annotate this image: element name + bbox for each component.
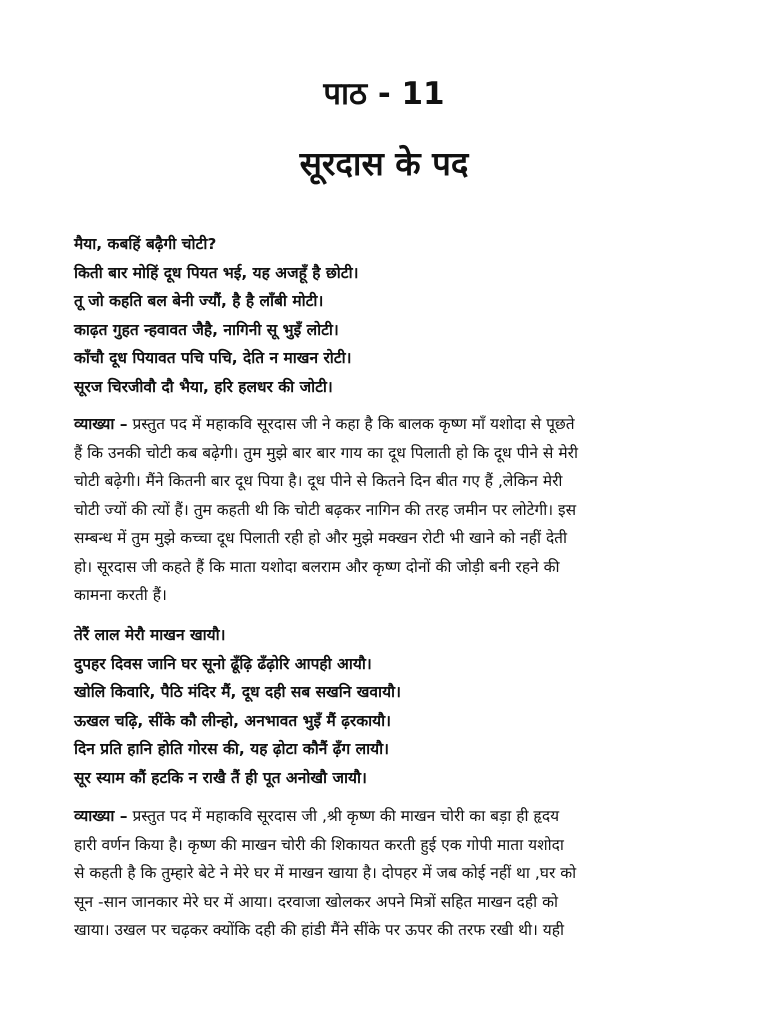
explanation-line: हो। सूरदास जी कहते हैं कि माता यशोदा बलराम और कृष्ण दोनों की जोड़ी बनी रहने की — [74, 557, 560, 576]
explanation-line: सम्बन्ध में तुम मुझे कच्चा दूध पिलाती रही हो और मुझे मक्खन रोटी भी खाने को नहीं देती — [74, 529, 568, 547]
explanation-1 — [74, 410, 694, 610]
verse-line: खोलि किवारि, पैठि मंदिर मैं, दूध दही सब सखनि खवायौ। — [74, 683, 401, 701]
verse-line: काढ़त गुहत न्हवावत जैहै, नागिनी सू भुइँ लोटी। — [74, 320, 339, 339]
verse-1 — [74, 230, 714, 401]
verse-line: तू जो कहति बल बेनी ज्यौं, है है लाँबी मोटी। — [74, 292, 324, 310]
chapter-title: सूरदास के पद — [299, 144, 469, 183]
verse-line: सूरज चिरजीवौ दौ भैया, हरि हलधर की जोटी। — [74, 377, 333, 396]
explanation-label: व्याख्या – — [74, 807, 128, 825]
lesson-title: पाठ - 11 — [323, 76, 445, 112]
explanation-2 — [74, 802, 694, 945]
explanation-line: सून -सान जानकार मेरे घर में आया। दरवाजा खोलकर अपने मित्रों सहित माखन दही को — [74, 892, 559, 911]
verse-line: दिन प्रति हानि होति गोरस की, यह ढ़ोटा कौनैं ढ़ँग लायौ। — [74, 740, 389, 758]
verse-line: ऊखल चढ़ि, सींके कौ लीन्हो, अनभावत भुइँ मैं ढ़रकायौ। — [74, 711, 392, 730]
explanation-line: कामना करती हैं। — [74, 586, 167, 604]
explanation-line: हैं कि उनकी चोटी कब बढ़ेगी। तुम मुझे बार बार गाय का दूध पिलाती हो कि दूध पीने से मेरी — [74, 443, 578, 462]
verse-line: किती बार मोहिं दूध पियत भई, यह अजहूँ है छोटी। — [74, 263, 359, 282]
verse-line: दुपहर दिवस जानि घर सूनो ढूँढ़ि ढँढ़ोरि आपही आयौ। — [74, 654, 372, 673]
explanation-line: खाया। उखल पर चढ़कर क्योंकि दही की हांडी मैंने सींके पर ऊपर की तरफ रखी थी। यही — [74, 921, 565, 939]
verse-line: सूर स्याम कौं हटकि न राखै तैं ही पूत अनोखौ जायौ। — [74, 768, 367, 787]
verse-line: तेरैं लाल मेरौ माखन खायौ। — [74, 626, 226, 644]
explanation-text: प्रस्तुत पद में महाकवि सूरदास जी ने कहा है कि बालक कृष्ण माँ यशोदा से पूछते — [127, 415, 575, 433]
verse-line: मैया, कबहिं बढ़ैगी चोटी? — [74, 235, 217, 253]
explanation-line: हारी वर्णन किया है। कृष्ण की माखन चोरी की शिकायत करती हुई एक गोपी माता यशोदा — [74, 835, 564, 854]
explanation-label: व्याख्या – — [74, 415, 128, 433]
verse-2 — [74, 621, 714, 792]
explanation-line: चोटी ज्यों की त्यों हैं। तुम कहती थी कि चोटी बढ़कर नागिन की तरह जमीन पर लोटेगी। इस — [74, 500, 577, 519]
explanation-line: चोटी बढ़ेगी। मैंने कितनी बार दूध पिया है। दूध पीने से कितने दिन बीत गए हैं ,लेकिन मेरी — [74, 472, 563, 490]
explanation-text: प्रस्तुत पद में महाकवि सूरदास जी ,श्री कृष्ण की माखन चोरी का बड़ा ही हृदय — [127, 807, 560, 825]
explanation-line — [74, 410, 694, 439]
explanation-line — [74, 802, 694, 831]
explanation-line: से कहती है कि तुम्हारे बेटे ने मेरे घर में माखन खाया है। दोपहर में जब कोई नहीं था ,घर को — [74, 864, 577, 882]
verse-line: काँचौ दूध पियावत पचि पचि, देति न माखन रोटी। — [74, 349, 352, 367]
